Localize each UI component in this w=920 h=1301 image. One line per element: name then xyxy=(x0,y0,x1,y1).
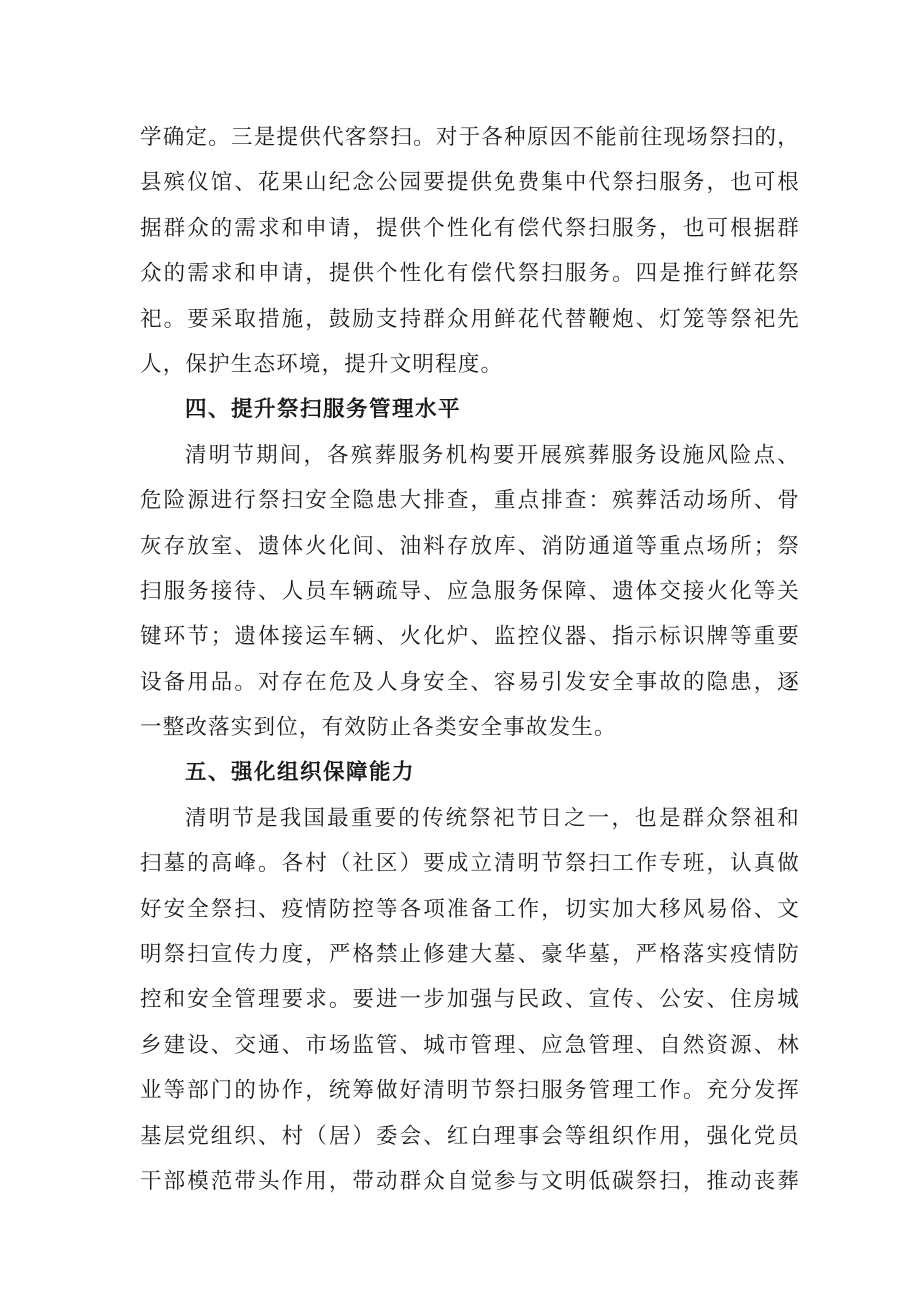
paragraph-line: 清明节是我国最重要的传统祭祀节日之一，也是群众祭祖和 xyxy=(185,805,800,831)
paragraph-line: 危险源进行祭扫安全隐患大排查，重点排查：殡葬活动场所、骨 xyxy=(140,488,800,514)
document-body xyxy=(140,115,800,1204)
paragraph-line: 清明节期间，各殡葬服务机构要开展殡葬服务设施风险点、 xyxy=(185,442,800,468)
paragraph-line: 好安全祭扫、疫情防控等各项准备工作，切实加大移风易俗、文 xyxy=(140,896,800,922)
paragraph-line: 祀。要采取措施，鼓励支持群众用鲜花代替鞭炮、灯笼等祭祀先 xyxy=(140,306,800,332)
paragraph-line: 干部模范带头作用，带动群众自觉参与文明低碳祭扫，推动丧葬 xyxy=(140,1168,800,1194)
paragraph-safety-inspection xyxy=(140,433,800,751)
paragraph-line: 学确定。三是提供代客祭扫。对于各种原因不能前往现场祭扫的， xyxy=(140,125,800,150)
paragraph-line: 据群众的需求和申请，提供个性化有偿代祭扫服务，也可根据群 xyxy=(140,215,800,241)
section-heading-4: 四、提升祭扫服务管理水平 xyxy=(185,397,462,423)
paragraph-line: 控和安全管理要求。要进一步加强与民政、宣传、公安、住房城 xyxy=(140,987,800,1013)
paragraph-line: 众的需求和申请，提供个性化有偿代祭扫服务。四是推行鲜花祭 xyxy=(140,261,800,287)
paragraph-line: 键环节；遗体接运车辆、火化炉、监控仪器、指示标识牌等重要 xyxy=(140,624,800,650)
paragraph-line: 扫墓的高峰。各村（社区）要成立清明节祭扫工作专班，认真做 xyxy=(140,851,800,877)
section-heading-5: 五、强化组织保障能力 xyxy=(185,760,416,786)
paragraph-line: 业等部门的协作，统筹做好清明节祭扫服务管理工作。充分发挥 xyxy=(140,1078,800,1104)
paragraph-line: 一整改落实到位，有效防止各类安全事故发生。 xyxy=(140,715,617,741)
paragraph-line: 乡建设、交通、市场监管、城市管理、应急管理、自然资源、林 xyxy=(140,1032,800,1058)
paragraph-line: 人，保护生态环境，提升文明程度。 xyxy=(140,351,504,377)
paragraph-organization-support xyxy=(140,796,800,1205)
paragraph-line: 扫服务接待、人员车辆疏导、应急服务保障、遗体交接火化等关 xyxy=(140,578,800,604)
paragraph-line: 设备用品。对存在危及人身安全、容易引发安全事故的隐患，逐 xyxy=(140,669,800,695)
paragraph-line: 县殡仪馆、花果山纪念公园要提供免费集中代祭扫服务，也可根 xyxy=(140,170,800,196)
paragraph-line: 灰存放室、遗体火化间、油料存放库、消防通道等重点场所；祭 xyxy=(140,533,800,559)
paragraph-service-measures xyxy=(140,115,800,387)
paragraph-line: 明祭扫宣传力度，严格禁止修建大墓、豪华墓，严格落实疫情防 xyxy=(140,942,800,968)
paragraph-line: 基层党组织、村（居）委会、红白理事会等组织作用，强化党员 xyxy=(140,1123,800,1149)
